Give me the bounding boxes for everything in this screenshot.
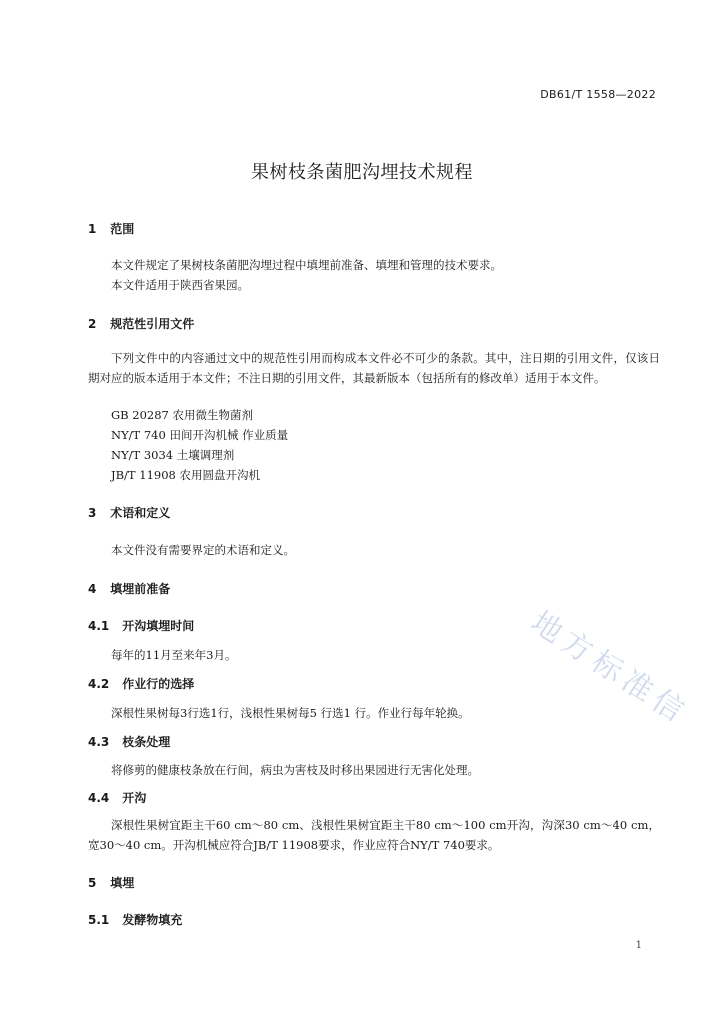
section-number: 1 — [88, 222, 97, 236]
section-number: 5 — [88, 876, 97, 890]
watermark: 地方标准信 — [524, 604, 695, 733]
clause-number: 4.4 — [88, 791, 110, 805]
clause-5-1-heading — [88, 911, 182, 928]
clause-4-2-heading — [88, 675, 194, 692]
clause-4-4-text: 深根性果树宜距主干60 cm～80 cm、浅根性果树宜距主干80 cm～100 cm开沟，沟深30 cm～40 cm，宽30～40 cm。开沟机械应符合JB/T 11908要求，作业应符合NY/T 740要求。 — [88, 818, 660, 852]
section-2-heading — [88, 315, 194, 332]
clause-title: 枝条处理 — [122, 735, 171, 749]
clause-title: 发酵物填充 — [122, 913, 183, 927]
section-title: 术语和定义 — [110, 506, 171, 520]
section-title: 规范性引用文件 — [110, 317, 195, 331]
clause-4-4-heading — [88, 789, 146, 806]
reference-item: GB 20287 农用微生物菌剂 — [111, 408, 254, 422]
section-number: 3 — [88, 506, 97, 520]
section-number: 4 — [88, 582, 97, 596]
clause-4-1-text: 每年的11月至来年3月。 — [111, 648, 237, 662]
section-title: 填埋 — [110, 876, 135, 890]
clause-number: 4.1 — [88, 619, 110, 633]
section-title: 填埋前准备 — [110, 582, 171, 596]
section-1-heading — [88, 220, 134, 237]
section-5-heading — [88, 874, 134, 891]
clause-title: 作业行的选择 — [122, 677, 195, 691]
section-number: 2 — [88, 317, 97, 331]
page-title: 果树枝条菌肥沟埋技术规程 — [251, 162, 473, 183]
standard-code: DB61/T 1558—2022 — [540, 88, 656, 101]
clause-4-2-text: 深根性果树每3行选1行，浅根性果树每5 行选1 行。作业行每年轮换。 — [111, 706, 470, 720]
section-3-text: 本文件没有需要界定的术语和定义。 — [111, 543, 295, 557]
clause-4-3-text: 将修剪的健康枝条放在行间，病虫为害枝及时移出果园进行无害化处理。 — [111, 763, 479, 777]
clause-title: 开沟 — [122, 791, 147, 805]
clause-4-1-heading — [88, 617, 194, 634]
clause-number: 5.1 — [88, 913, 110, 927]
clause-number: 4.3 — [88, 735, 110, 749]
reference-item: JB/T 11908 农用圆盘开沟机 — [111, 468, 260, 482]
section-2-intro: 下列文件中的内容通过文中的规范性引用而构成本文件必不可少的条款。其中，注日期的引用文件，仅该日期对应的版本适用于本文件；不注日期的引用文件，其最新版本（包括所有的修改单）适用于本文件。 — [88, 351, 660, 385]
section-4-heading — [88, 580, 170, 597]
clause-title: 开沟填埋时间 — [122, 619, 195, 633]
section-3-heading — [88, 504, 170, 521]
reference-item: NY/T 740 田间开沟机械 作业质量 — [111, 428, 289, 442]
section-title: 范围 — [110, 222, 135, 236]
clause-4-3-heading — [88, 733, 170, 750]
section-1-line-1: 本文件规定了果树枝条菌肥沟埋过程中填埋前准备、填埋和管理的技术要求。 — [111, 258, 502, 272]
reference-item: NY/T 3034 土壤调理剂 — [111, 448, 235, 462]
clause-number: 4.2 — [88, 677, 110, 691]
page-number: 1 — [635, 940, 642, 951]
section-1-line-2: 本文件适用于陕西省果园。 — [111, 278, 249, 292]
